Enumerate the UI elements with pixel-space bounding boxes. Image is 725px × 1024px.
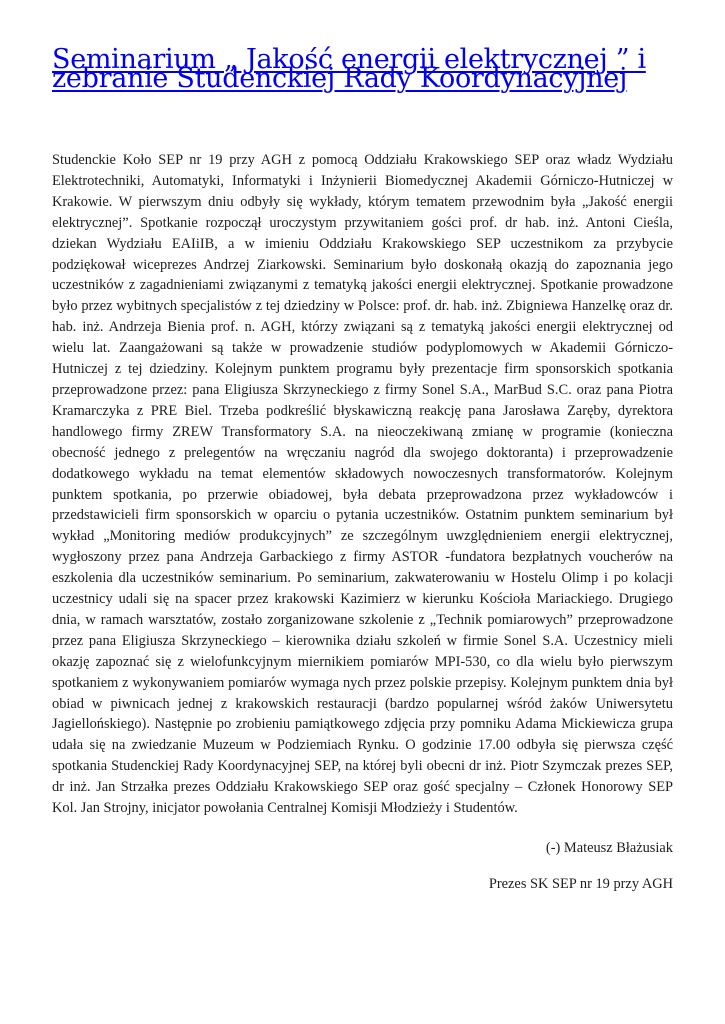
article-title [52,44,673,94]
signature-role: Prezes SK SEP nr 19 przy AGH [488,876,673,892]
signature-name: (-) Mateusz Błażusiak [545,840,673,856]
article-title-link[interactable]: Seminarium „ Jakość energii elektrycznej ” i zebranie Studenckiej Rady Koordynacyjnej [52,44,646,94]
document-page [52,44,673,892]
article-body: Studenckie Koło SEP nr 19 przy AGH z pomocą Oddziału Krakowskiego SEP oraz władz Wydziału Elektrotechniki, Automatyki, Informatyki i Inżynierii Biomedycznej Akademii Górniczo-Hutniczej w Krakowie. W pierwszym dniu odbyły się wykłady, którym tematem przewodnim była „Jakość energii elektrycznej”. Spotkanie rozpoczął uroczystym przywitaniem gości prof. dr hab. inż. Antoni Cieśla, dziekan Wydziału EAIiIB, a w imieniu Oddziału Krakowskiego SEP uczestnikom za przybycie podziękował wiceprezes Andrzej Ziarkowski. Seminarium było doskonałą okazją do zapoznania jego uczestników z zagadnieniami związanymi z tematyką jakości energii elektrycznej. Spotkanie prowadzone było przez wybitnych specjalistów z tej dziedziny w Polsce: prof. dr. hab. inż. Zbigniewa Hanzelkę oraz dr. hab. inż. Andrzeja Bienia prof. n. AGH, którzy związani są z tematyką jakości energii elektrycznej od wielu lat. Zaangażowani są także w prowadzenie studiów podyplomowych w Akademii Górniczo-Hutniczej z tej dziedziny. Kolejnym punktem programu były prezentacje firm sponsorskich spotkania przeprowadzone przez: pana Eligiusza Skrzyneckiego z firmy Sonel S.A., MarBud S.C. oraz pana Piotra Kramarczyka z PRE Biel. Trzeba podkreślić błyskawiczną reakcję pana Jarosława Zaręby, dyrektora handlowego firmy ZREW Transformatory S.A. na nieoczekiwaną zmianę w programie (konieczna obecność jednego z prelegentów na wręczaniu nagród dla swojego doktoranta) i przeprowadzenie dodatkowego wykładu na temat elementów składowych nowoczesnych transformatorów. Kolejnym punktem spotkania, po przerwie obiadowej, była debata przeprowadzona przez wykładowców i przedstawicieli firm sponsorskich w oparciu o pytania uczestników. Ostatnim punktem seminarium był wykład „Monitoring mediów produkcyjnych” ze szczególnym uwzględnieniem energii elektrycznej, wygłoszony przez pana Andrzeja Garbackiego z firmy ASTOR -fundatora bezpłatnych voucherów na eszkolenia dla uczestników seminarium. Po seminarium, zakwaterowaniu w Hostelu Olimp i po kolacji uczestnicy udali się na spacer przez krakowski Kazimierz w kierunku Kościoła Mariackiego. Drugiego dnia, w ramach warsztatów, zostało zorganizowane szkolenie z „Technik pomiarowych” przeprowadzone przez pana Eligiusza Skrzyneckiego – kierownika działu szkoleń w firmie Sonel S.A. Uczestnicy mieli okazję zapoznać się z wielofunkcyjnym miernikiem pomiarów MPI-530, co dla wielu było pierwszym spotkaniem z wykonywaniem pomiarów wymaga nych przez polskie przepisy. Kolejnym punktem dnia był obiad w piwnicach jednej z krakowskich restauracji (bardzo popularnej wśród żaków Uniwersytetu Jagiellońskiego). Następnie po zrobieniu pamiątkowego zdjęcia przy pomniku Adama Mickiewicza grupa udała się na zwiedzanie Muzeum w Podziemiach Rynku. O godzinie 17.00 odbyła się pierwsza część spotkania Studenckiej Rady Koordynacyjnej SEP, na której byli obecni dr inż. Piotr Szymczak prezes SEP, dr inż. Jan Strzałka prezes Oddziału Krakowskiego SEP oraz gość specjalny – Członek Honorowy SEP Kol. Jan Strojny, inicjator powołania Centralnej Komisji Młodzieży i Studentów. [52,152,673,817]
